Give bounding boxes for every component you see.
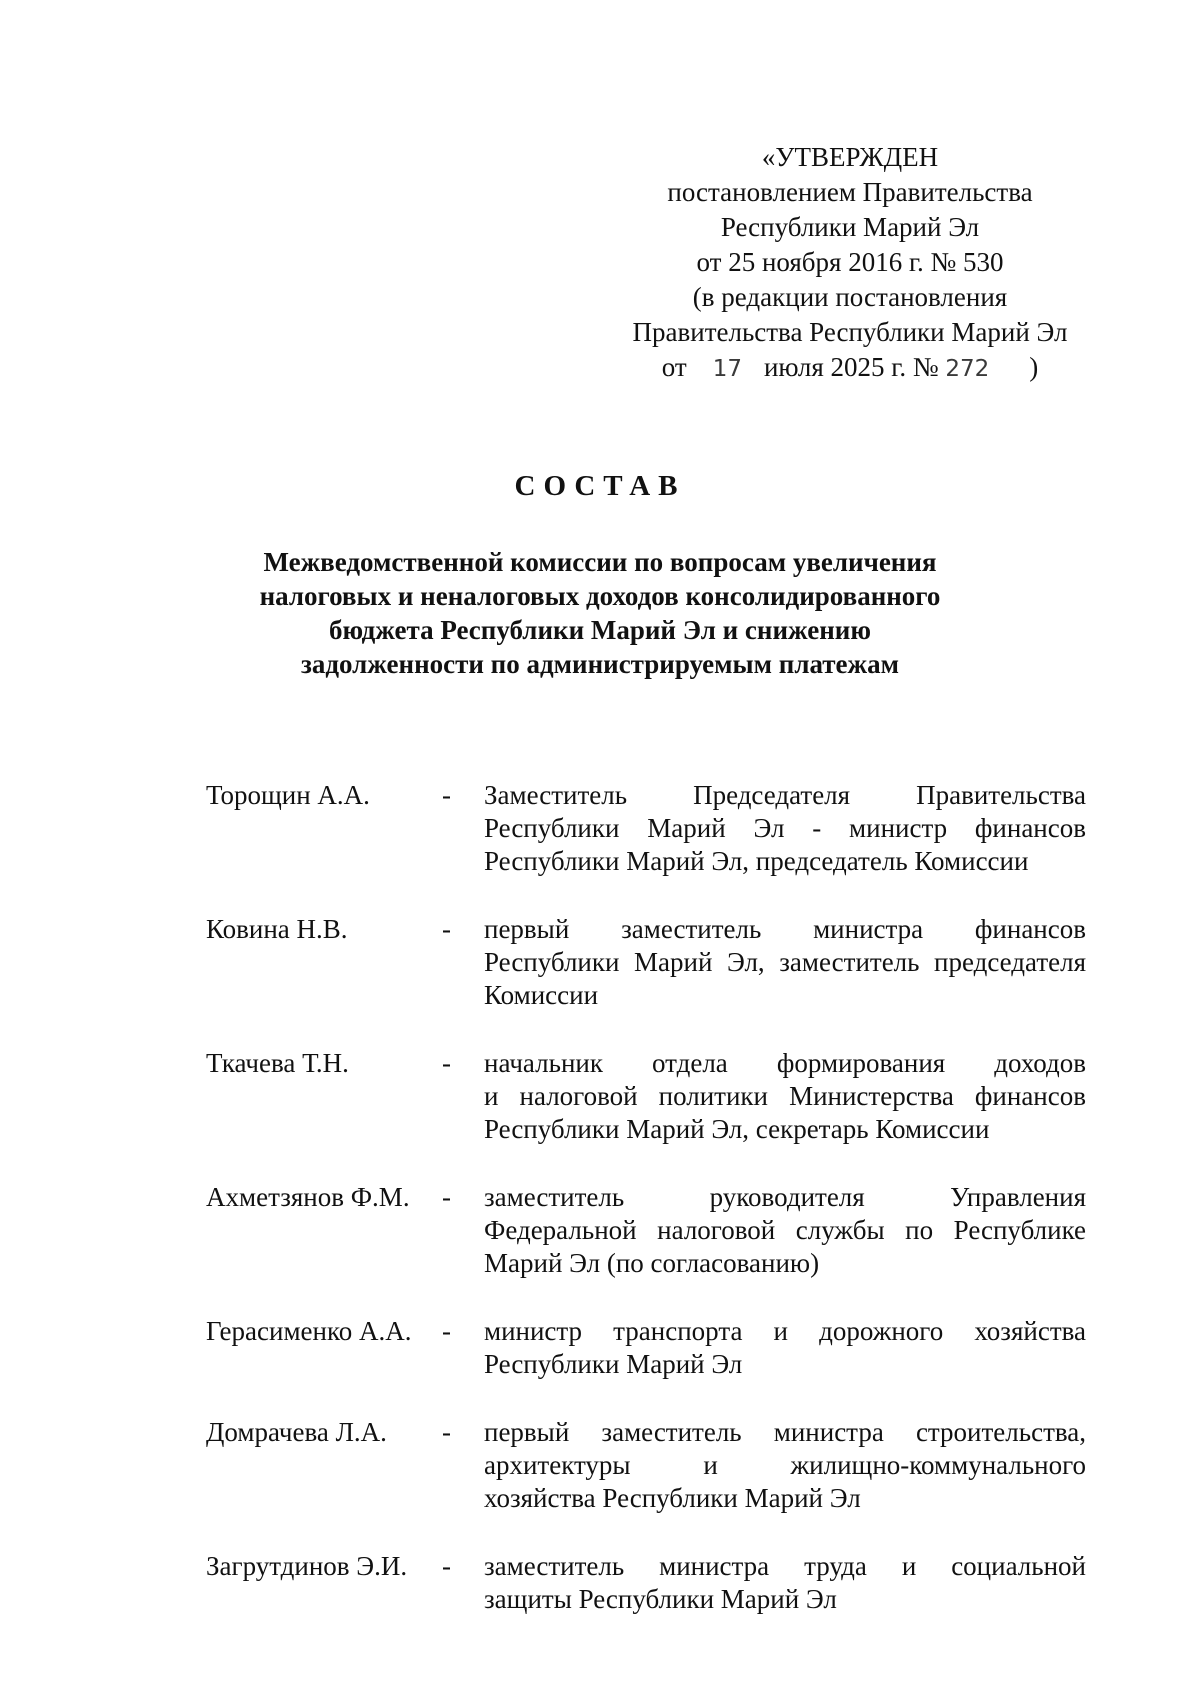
role-line: Марий Эл (по согласованию) [484, 1248, 820, 1278]
role-line: Республики Марий Эл - министр финансов [484, 813, 1086, 843]
approval-line: (в редакции постановления [692, 282, 1008, 312]
edition-prefix: от [661, 352, 687, 382]
role-line: первый заместитель министра строительства, [484, 1417, 1086, 1447]
edition-day: 17 [712, 356, 742, 382]
document-title: СОСТАВ [514, 470, 686, 502]
role-line: Республики Марий Эл [484, 1349, 743, 1379]
member-entry [206, 913, 1086, 1012]
member-entry [206, 1315, 1086, 1381]
member-name: Домрачева Л.А. [206, 1417, 387, 1447]
member-name: Герасименко А.А. [206, 1316, 412, 1346]
member-role [484, 1047, 1086, 1146]
role-line: архитектуры и жилищно-коммунального [484, 1450, 1086, 1480]
document-subtitle [150, 545, 1050, 681]
subtitle-line: Межведомственной комиссии по вопросам увеличения [263, 547, 937, 577]
member-entry [206, 779, 1086, 878]
member-role [484, 1416, 1086, 1515]
approval-line: Республики Марий Эл [720, 212, 980, 242]
role-line: Комиссии [484, 980, 599, 1010]
member-role [484, 1315, 1086, 1381]
approval-line: постановлением Правительства [667, 177, 1033, 207]
role-line: Республики Марий Эл, заместитель председателя [484, 947, 1086, 977]
member-role [484, 1550, 1086, 1616]
member-entry [206, 1047, 1086, 1146]
member-dash: - [442, 1417, 451, 1447]
subtitle-line: задолженности по администрируемым платежам [301, 649, 899, 679]
member-role [484, 913, 1086, 1012]
member-role [484, 1181, 1086, 1280]
edition-date-line [600, 350, 1100, 387]
role-line: первый заместитель министра финансов [484, 914, 1086, 944]
approval-line: Правительства Республики Марий Эл [632, 317, 1068, 347]
member-dash: - [442, 1048, 451, 1078]
member-entry [206, 1416, 1086, 1515]
subtitle-line: налоговых и неналоговых доходов консолидированного [259, 581, 941, 611]
role-line: начальник отдела формирования доходов [484, 1048, 1086, 1078]
approval-line: от 25 ноября 2016 г. № 530 [696, 247, 1004, 277]
approval-stamp [600, 140, 1100, 387]
role-line: хозяйства Республики Марий Эл [484, 1483, 861, 1513]
role-line: Республики Марий Эл, председатель Комиссии [484, 846, 1029, 876]
member-dash: - [442, 1316, 451, 1346]
role-line: защиты Республики Марий Эл [484, 1584, 837, 1614]
role-line: и налоговой политики Министерства финансов [484, 1081, 1086, 1111]
member-name: Торощин А.А. [206, 780, 370, 810]
member-name: Ткачева Т.Н. [206, 1048, 349, 1078]
member-name: Загрутдинов Э.И. [206, 1551, 408, 1581]
member-dash: - [442, 1182, 451, 1212]
approval-line: «УТВЕРЖДЕН [761, 142, 939, 172]
member-entry [206, 1550, 1086, 1616]
member-role [484, 779, 1086, 878]
member-dash: - [442, 914, 451, 944]
edition-month-year: июля 2025 г. № [763, 352, 939, 382]
role-line: Заместитель Председателя Правительства [484, 780, 1086, 810]
role-line: Республики Марий Эл, секретарь Комиссии [484, 1114, 990, 1144]
role-line: министр транспорта и дорожного хозяйства [484, 1316, 1086, 1346]
edition-suffix: ) [1029, 352, 1039, 382]
member-dash: - [442, 1551, 451, 1581]
member-name: Ахметзянов Ф.М. [206, 1182, 410, 1212]
edition-number: 272 [945, 356, 990, 382]
member-dash: - [442, 780, 451, 810]
member-name: Ковина Н.В. [206, 914, 348, 944]
member-entry [206, 1181, 1086, 1280]
role-line: заместитель руководителя Управления [484, 1182, 1086, 1212]
members-list [206, 779, 1086, 1651]
role-line: Федеральной налоговой службы по Республике [484, 1215, 1086, 1245]
role-line: заместитель министра труда и социальной [484, 1551, 1086, 1581]
subtitle-line: бюджета Республики Марий Эл и снижению [329, 615, 871, 645]
